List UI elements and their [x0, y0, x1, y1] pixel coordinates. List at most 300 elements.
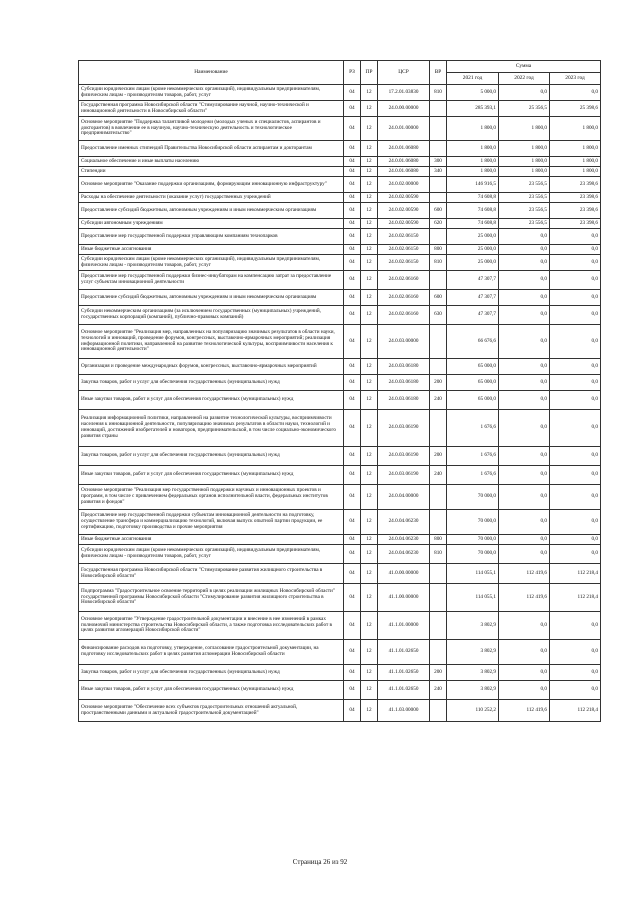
table-row [79, 229, 601, 245]
header-year-2021: 2021 год [447, 73, 499, 85]
row-sum-2023: 0,0 [550, 612, 601, 640]
table-row [79, 375, 601, 391]
row-sum-2021: 1 676,6 [447, 466, 499, 485]
row-rz: 04 [344, 167, 361, 177]
row-sum-2021: 1 800,0 [447, 157, 499, 167]
row-sum-2023: 0,0 [550, 375, 601, 391]
row-csr: 41.1.01.00000 [378, 612, 430, 640]
row-pr: 12 [361, 447, 378, 466]
row-sum-2021: 70 000,0 [447, 510, 499, 535]
row-rz: 04 [344, 325, 361, 359]
row-name: Иные закупки товаров, работ и услуг для обеспечения государственных (муниципальных) нужд [79, 391, 344, 410]
table-row [79, 219, 601, 229]
table-row [79, 325, 601, 359]
row-rz: 04 [344, 545, 361, 564]
table-row [79, 255, 601, 271]
row-sum-2023: 0,0 [550, 545, 601, 564]
row-sum-2021: 65 000,0 [447, 391, 499, 410]
row-sum-2023: 0,0 [550, 306, 601, 325]
row-rz: 04 [344, 193, 361, 203]
row-sum-2022: 1 800,0 [499, 157, 550, 167]
row-sum-2022: 0,0 [499, 375, 550, 391]
row-rz: 04 [344, 681, 361, 700]
row-rz: 04 [344, 410, 361, 447]
row-name: Субсидии юридическим лицам (кроме некоммерческих организаций), индивидуальным предпринимателям, физическим лицам - производителям товаров, работ, услуг [79, 545, 344, 564]
row-vr: 200 [430, 447, 447, 466]
row-sum-2023: 0,0 [550, 447, 601, 466]
row-sum-2023: 0,0 [550, 255, 601, 271]
row-csr: 24.0.02.06160 [378, 306, 430, 325]
row-csr: 24.0.03.06190 [378, 410, 430, 447]
row-sum-2023: 23 398,6 [550, 203, 601, 219]
row-sum-2021: 3 802,9 [447, 640, 499, 665]
row-sum-2021: 1 676,6 [447, 447, 499, 466]
row-name: Расходы на обеспечение деятельности (оказание услуг) государственных учреждений [79, 193, 344, 203]
row-csr: 41.1.01.02650 [378, 665, 430, 681]
row-vr [430, 101, 447, 117]
row-name: Субсидии юридическим лицам (кроме некоммерческих организаций), индивидуальным предпринимателям, физическим лицам - производителям товаров, работ, услуг [79, 255, 344, 271]
row-csr: 24.0.01.00000 [378, 117, 430, 141]
row-pr: 12 [361, 375, 378, 391]
row-vr [430, 640, 447, 665]
row-pr: 12 [361, 167, 378, 177]
row-csr: 17.2.01.03830 [378, 85, 430, 101]
row-vr [430, 410, 447, 447]
row-pr: 12 [361, 117, 378, 141]
row-csr: 41.1.01.02650 [378, 681, 430, 700]
table-row [79, 665, 601, 681]
row-pr: 12 [361, 535, 378, 545]
row-csr: 24.0.04.00000 [378, 485, 430, 510]
row-pr: 12 [361, 193, 378, 203]
table-row [79, 535, 601, 545]
row-name: Иные бюджетные ассигнования [79, 245, 344, 255]
table-body [79, 85, 601, 722]
row-sum-2021: 25 000,0 [447, 255, 499, 271]
row-sum-2022: 0,0 [499, 255, 550, 271]
row-rz: 04 [344, 640, 361, 665]
table-row [79, 391, 601, 410]
row-sum-2022: 0,0 [499, 290, 550, 306]
row-sum-2022: 0,0 [499, 306, 550, 325]
table-row [79, 510, 601, 535]
row-rz: 04 [344, 203, 361, 219]
row-rz: 04 [344, 229, 361, 245]
row-sum-2023: 112 218,4 [550, 564, 601, 584]
row-sum-2021: 5 000,0 [447, 85, 499, 101]
row-rz: 04 [344, 535, 361, 545]
row-sum-2022: 0,0 [499, 545, 550, 564]
row-sum-2022: 23 556,5 [499, 177, 550, 193]
row-name: Государственная программа Новосибирской области "Стимулирование научной, научно-технической и инновационной деятельности в Новосибирской области" [79, 101, 344, 117]
row-sum-2021: 114 055,1 [447, 584, 499, 612]
row-sum-2021: 47 307,7 [447, 271, 499, 290]
row-sum-2022: 0,0 [499, 485, 550, 510]
row-sum-2022: 25 356,5 [499, 101, 550, 117]
table-row [79, 101, 601, 117]
table-row [79, 290, 601, 306]
row-sum-2022: 23 556,5 [499, 219, 550, 229]
row-csr: 24.0.04.06230 [378, 510, 430, 535]
row-sum-2023: 0,0 [550, 640, 601, 665]
row-sum-2023: 23 398,6 [550, 177, 601, 193]
table-row [79, 167, 601, 177]
row-rz: 04 [344, 700, 361, 722]
row-pr: 12 [361, 245, 378, 255]
row-sum-2021: 74 608,8 [447, 203, 499, 219]
row-rz: 04 [344, 359, 361, 375]
row-sum-2022: 0,0 [499, 466, 550, 485]
row-pr: 12 [361, 219, 378, 229]
table-row [79, 245, 601, 255]
row-sum-2021: 1 800,0 [447, 141, 499, 157]
row-rz: 04 [344, 564, 361, 584]
row-csr: 24.0.02.06160 [378, 271, 430, 290]
row-vr [430, 271, 447, 290]
row-pr: 12 [361, 681, 378, 700]
row-sum-2021: 70 000,0 [447, 545, 499, 564]
row-csr: 24.0.01.06080 [378, 157, 430, 167]
row-sum-2023: 1 800,0 [550, 167, 601, 177]
row-sum-2023: 0,0 [550, 229, 601, 245]
row-vr [430, 359, 447, 375]
row-name: Закупка товаров, работ и услуг для обеспечения государственных (муниципальных) нужд [79, 665, 344, 681]
row-sum-2023: 0,0 [550, 245, 601, 255]
row-sum-2023: 112 218,4 [550, 584, 601, 612]
row-name: Закупка товаров, работ и услуг для обеспечения государственных (муниципальных) нужд [79, 447, 344, 466]
row-name: Основное мероприятие "Обеспечение всех субъектов градостроительных отношений актуальной, пространственными данными и актуальной градостроительной документацией" [79, 700, 344, 722]
row-sum-2021: 70 000,0 [447, 485, 499, 510]
row-rz: 04 [344, 584, 361, 612]
row-pr: 12 [361, 255, 378, 271]
row-name: Предоставление именных стипендий Правительства Новосибирской области аспирантам и докторантам [79, 141, 344, 157]
row-sum-2023: 0,0 [550, 271, 601, 290]
table-row [79, 545, 601, 564]
row-vr: 240 [430, 466, 447, 485]
row-vr [430, 510, 447, 535]
row-sum-2022: 112 419,6 [499, 584, 550, 612]
row-sum-2021: 66 676,6 [447, 325, 499, 359]
row-csr: 24.0.03.06180 [378, 391, 430, 410]
row-sum-2023: 1 800,0 [550, 117, 601, 141]
row-vr: 600 [430, 203, 447, 219]
row-csr: 24.0.02.00590 [378, 203, 430, 219]
row-name: Предоставление субсидий бюджетным, автономным учреждениям и иным некоммерческим организациям [79, 203, 344, 219]
row-rz: 04 [344, 271, 361, 290]
row-sum-2022: 0,0 [499, 85, 550, 101]
row-sum-2023: 0,0 [550, 290, 601, 306]
row-vr [430, 193, 447, 203]
row-name: Основное мероприятие "Утверждение градостроительной документации и внесение в нее изменений в рамках полномочий министерства строительства Новосибирской области, а также подготовка исследовательских работ в целях развития агломераций Новосибирской области" [79, 612, 344, 640]
row-vr [430, 564, 447, 584]
row-pr: 12 [361, 545, 378, 564]
row-vr [430, 177, 447, 193]
row-vr: 810 [430, 255, 447, 271]
row-csr: 24.0.01.06080 [378, 167, 430, 177]
budget-table [78, 60, 601, 722]
table-row [79, 612, 601, 640]
row-csr: 24.0.02.00000 [378, 177, 430, 193]
row-sum-2021: 1 800,0 [447, 167, 499, 177]
row-sum-2021: 146 916,5 [447, 177, 499, 193]
row-sum-2023: 25 398,6 [550, 101, 601, 117]
header-sum: Сумма [447, 61, 601, 73]
row-sum-2022: 0,0 [499, 391, 550, 410]
row-name: Иные закупки товаров, работ и услуг для обеспечения государственных (муниципальных) нужд [79, 681, 344, 700]
row-name: Реализация информационной политики, направленной на развитие технологической культуры, восприимчивости населения к инновационной деятельности, популяризацию значимых результатов в области науки, технологий и инноваций, достижений изобретателей и новаторов, предпринимательской, в том числе социально-экономического развития страны [79, 410, 344, 447]
table-row [79, 466, 601, 485]
row-sum-2022: 0,0 [499, 447, 550, 466]
row-vr: 800 [430, 535, 447, 545]
row-rz: 04 [344, 101, 361, 117]
row-sum-2023: 0,0 [550, 410, 601, 447]
row-pr: 12 [361, 584, 378, 612]
header-csr: ЦСР [378, 61, 430, 85]
row-csr: 24.0.03.06190 [378, 447, 430, 466]
row-sum-2022: 23 556,5 [499, 193, 550, 203]
row-csr: 24.0.02.06150 [378, 229, 430, 245]
row-csr: 24.0.03.00000 [378, 325, 430, 359]
row-csr: 24.0.04.06230 [378, 545, 430, 564]
row-name: Стипендии [79, 167, 344, 177]
header-year-2022: 2022 год [499, 73, 550, 85]
row-pr: 12 [361, 612, 378, 640]
row-sum-2021: 65 000,0 [447, 375, 499, 391]
row-rz: 04 [344, 177, 361, 193]
row-name: Предоставление мер государственной поддержки субъектам инновационной деятельности на подготовку, осуществление трансфера и коммерциализацию технологий, включая выпуск опытной партии продукции, ее сертификацию, подготовку производства и прочие мероприятия [79, 510, 344, 535]
row-name: Социальное обеспечение и иные выплаты населению [79, 157, 344, 167]
row-csr: 24.0.03.06190 [378, 466, 430, 485]
row-sum-2022: 0,0 [499, 410, 550, 447]
row-rz: 04 [344, 466, 361, 485]
row-csr: 24.0.03.06180 [378, 359, 430, 375]
row-sum-2021: 114 055,1 [447, 564, 499, 584]
row-sum-2023: 1 800,0 [550, 141, 601, 157]
row-sum-2023: 0,0 [550, 466, 601, 485]
row-rz: 04 [344, 612, 361, 640]
row-sum-2021: 3 802,9 [447, 665, 499, 681]
row-name: Иные бюджетные ассигнования [79, 535, 344, 545]
row-vr: 810 [430, 545, 447, 564]
row-name: Субсидии некоммерческим организациям (за исключением государственных (муниципальных) учреждений, государственных корпораций (компаний), публично-правовых компаний) [79, 306, 344, 325]
header-vr: ВР [430, 61, 447, 85]
row-name: Основное мероприятие "Оказание поддержки организациям, формирующим инновационную инфраструктуру" [79, 177, 344, 193]
row-name: Государственная программа Новосибирской области "Стимулирование развития жилищного строительства в Новосибирской области" [79, 564, 344, 584]
row-sum-2022: 0,0 [499, 612, 550, 640]
table-row [79, 157, 601, 167]
row-rz: 04 [344, 485, 361, 510]
row-pr: 12 [361, 101, 378, 117]
table-row [79, 203, 601, 219]
row-name: Предоставление мер государственной поддержки управляющим компаниям технопарков [79, 229, 344, 245]
row-csr: 24.0.00.00000 [378, 101, 430, 117]
table-row [79, 359, 601, 375]
row-csr: 41.1.00.00000 [378, 584, 430, 612]
row-sum-2023: 0,0 [550, 681, 601, 700]
row-sum-2022: 1 800,0 [499, 167, 550, 177]
table-row [79, 271, 601, 290]
row-pr: 12 [361, 157, 378, 167]
row-vr: 810 [430, 85, 447, 101]
row-rz: 04 [344, 245, 361, 255]
row-sum-2022: 0,0 [499, 325, 550, 359]
row-csr: 24.0.02.06150 [378, 255, 430, 271]
row-sum-2021: 285 393,1 [447, 101, 499, 117]
table-row [79, 584, 601, 612]
row-name: Подпрограмма "Градостроительное освоение территорий в целях реализации жилищных Новосибирской области" государственной программы Новосибирской области "Стимулирование развития жилищного строительства в Новосибирской области" [79, 584, 344, 612]
row-sum-2022: 0,0 [499, 510, 550, 535]
row-pr: 12 [361, 290, 378, 306]
row-pr: 12 [361, 510, 378, 535]
row-sum-2022: 0,0 [499, 681, 550, 700]
row-csr: 24.0.02.06160 [378, 290, 430, 306]
row-name: Основное мероприятие "Поддержка талантливой молодежи (молодых ученых и специалистов, аспирантов и докторантов) в вовлечение ее в научную, научно-техническую деятельность и технологическое предпринимательство" [79, 117, 344, 141]
row-sum-2023: 0,0 [550, 485, 601, 510]
row-sum-2021: 25 000,0 [447, 229, 499, 245]
row-vr [430, 485, 447, 510]
table-row [79, 177, 601, 193]
row-rz: 04 [344, 306, 361, 325]
row-name: Организация и проведение международных форумов, конгрессных, выставочно-ярмарочных мероприятий [79, 359, 344, 375]
row-sum-2023: 23 398,6 [550, 193, 601, 203]
row-pr: 12 [361, 564, 378, 584]
row-name: Предоставление субсидий бюджетным, автономным учреждениям и иным некоммерческим организациям [79, 290, 344, 306]
row-vr: 340 [430, 167, 447, 177]
table-row [79, 447, 601, 466]
row-sum-2021: 3 802,9 [447, 612, 499, 640]
row-vr [430, 584, 447, 612]
row-pr: 12 [361, 466, 378, 485]
row-vr: 240 [430, 681, 447, 700]
row-sum-2021: 1 800,0 [447, 117, 499, 141]
row-csr: 41.1.03.00000 [378, 700, 430, 722]
row-rz: 04 [344, 117, 361, 141]
row-vr: 200 [430, 375, 447, 391]
row-sum-2021: 25 000,0 [447, 245, 499, 255]
row-pr: 12 [361, 229, 378, 245]
row-sum-2023: 0,0 [550, 359, 601, 375]
row-rz: 04 [344, 375, 361, 391]
row-vr: 800 [430, 245, 447, 255]
row-pr: 12 [361, 700, 378, 722]
row-sum-2023: 0,0 [550, 535, 601, 545]
row-vr [430, 612, 447, 640]
row-sum-2022: 0,0 [499, 245, 550, 255]
row-sum-2021: 1 676,6 [447, 410, 499, 447]
row-sum-2021: 47 307,7 [447, 306, 499, 325]
table-row [79, 85, 601, 101]
row-sum-2022: 1 800,0 [499, 117, 550, 141]
row-sum-2023: 0,0 [550, 85, 601, 101]
row-sum-2021: 3 802,9 [447, 681, 499, 700]
row-pr: 12 [361, 359, 378, 375]
row-rz: 04 [344, 157, 361, 167]
row-sum-2021: 74 608,8 [447, 219, 499, 229]
row-sum-2022: 0,0 [499, 229, 550, 245]
table-row [79, 485, 601, 510]
row-sum-2022: 0,0 [499, 359, 550, 375]
header-year-2023: 2023 год [550, 73, 601, 85]
row-name: Финансирование расходов на подготовку, утверждение, согласование градостроительной документации, на подготовку исследовательских работ в целях развития агломерации Новосибирской области [79, 640, 344, 665]
row-vr [430, 700, 447, 722]
page-number: Страница 26 из 92 [292, 858, 348, 866]
row-vr: 240 [430, 391, 447, 410]
row-sum-2023: 23 398,6 [550, 219, 601, 229]
row-name: Закупка товаров, работ и услуг для обеспечения государственных (муниципальных) нужд [79, 375, 344, 391]
row-csr: 24.0.03.06180 [378, 375, 430, 391]
row-sum-2022: 0,0 [499, 665, 550, 681]
row-vr [430, 141, 447, 157]
table-row [79, 410, 601, 447]
row-name: Основное мероприятие "Реализация мер, направленных на популяризацию значимых результатов в области науки, технологий и инноваций, проведение форумов, конгрессных, выставочно-ярмарочных мероприятий; реализация информационной политики, направленной на развитие технологической культуры, восприимчивости населения к инновационной деятельности" [79, 325, 344, 359]
row-sum-2022: 23 556,5 [499, 203, 550, 219]
row-sum-2023: 0,0 [550, 325, 601, 359]
row-pr: 12 [361, 485, 378, 510]
row-name: Иные закупки товаров, работ и услуг для обеспечения государственных (муниципальных) нужд [79, 466, 344, 485]
row-pr: 12 [361, 410, 378, 447]
table-row [79, 141, 601, 157]
row-pr: 12 [361, 203, 378, 219]
row-rz: 04 [344, 665, 361, 681]
row-vr: 630 [430, 306, 447, 325]
row-csr: 41.1.01.02650 [378, 640, 430, 665]
row-sum-2022: 112 419,6 [499, 700, 550, 722]
row-sum-2022: 0,0 [499, 535, 550, 545]
row-sum-2021: 47 307,7 [447, 290, 499, 306]
row-name: Субсидии автономным учреждениям [79, 219, 344, 229]
header-name: Наименование [79, 61, 344, 85]
row-sum-2021: 65 000,0 [447, 359, 499, 375]
row-csr: 41.0.00.00000 [378, 564, 430, 584]
row-vr: 600 [430, 290, 447, 306]
table-row [79, 306, 601, 325]
row-name: Основное мероприятие "Реализация мер государственной поддержки научных и инновационных проектов и программ, в том числе с привлечением федеральных органов исполнительной власти, федеральных институтов развития и фондов" [79, 485, 344, 510]
row-rz: 04 [344, 447, 361, 466]
row-csr: 24.0.04.06230 [378, 535, 430, 545]
row-vr: 200 [430, 665, 447, 681]
row-sum-2021: 74 608,8 [447, 193, 499, 203]
row-csr: 24.0.02.06150 [378, 245, 430, 255]
table-row [79, 117, 601, 141]
row-pr: 12 [361, 271, 378, 290]
row-sum-2023: 0,0 [550, 391, 601, 410]
row-csr: 24.0.02.00590 [378, 219, 430, 229]
row-pr: 12 [361, 177, 378, 193]
header-rz: РЗ [344, 61, 361, 85]
row-csr: 24.0.01.06080 [378, 141, 430, 157]
row-rz: 04 [344, 255, 361, 271]
row-vr [430, 325, 447, 359]
row-sum-2022: 0,0 [499, 271, 550, 290]
row-pr: 12 [361, 325, 378, 359]
row-rz: 04 [344, 510, 361, 535]
header-pr: ПР [361, 61, 378, 85]
row-name: Субсидии юридическим лицам (кроме некоммерческих организаций), индивидуальным предпринимателям, физическим лицам - производителям товаров, работ, услуг [79, 85, 344, 101]
row-sum-2022: 1 800,0 [499, 141, 550, 157]
row-vr: 620 [430, 219, 447, 229]
row-sum-2022: 112 419,6 [499, 564, 550, 584]
table-row [79, 640, 601, 665]
table-row [79, 700, 601, 722]
row-pr: 12 [361, 640, 378, 665]
row-pr: 12 [361, 141, 378, 157]
row-vr: 300 [430, 157, 447, 167]
row-pr: 12 [361, 306, 378, 325]
table-row [79, 681, 601, 700]
row-vr [430, 229, 447, 245]
table-row [79, 193, 601, 203]
row-rz: 04 [344, 141, 361, 157]
